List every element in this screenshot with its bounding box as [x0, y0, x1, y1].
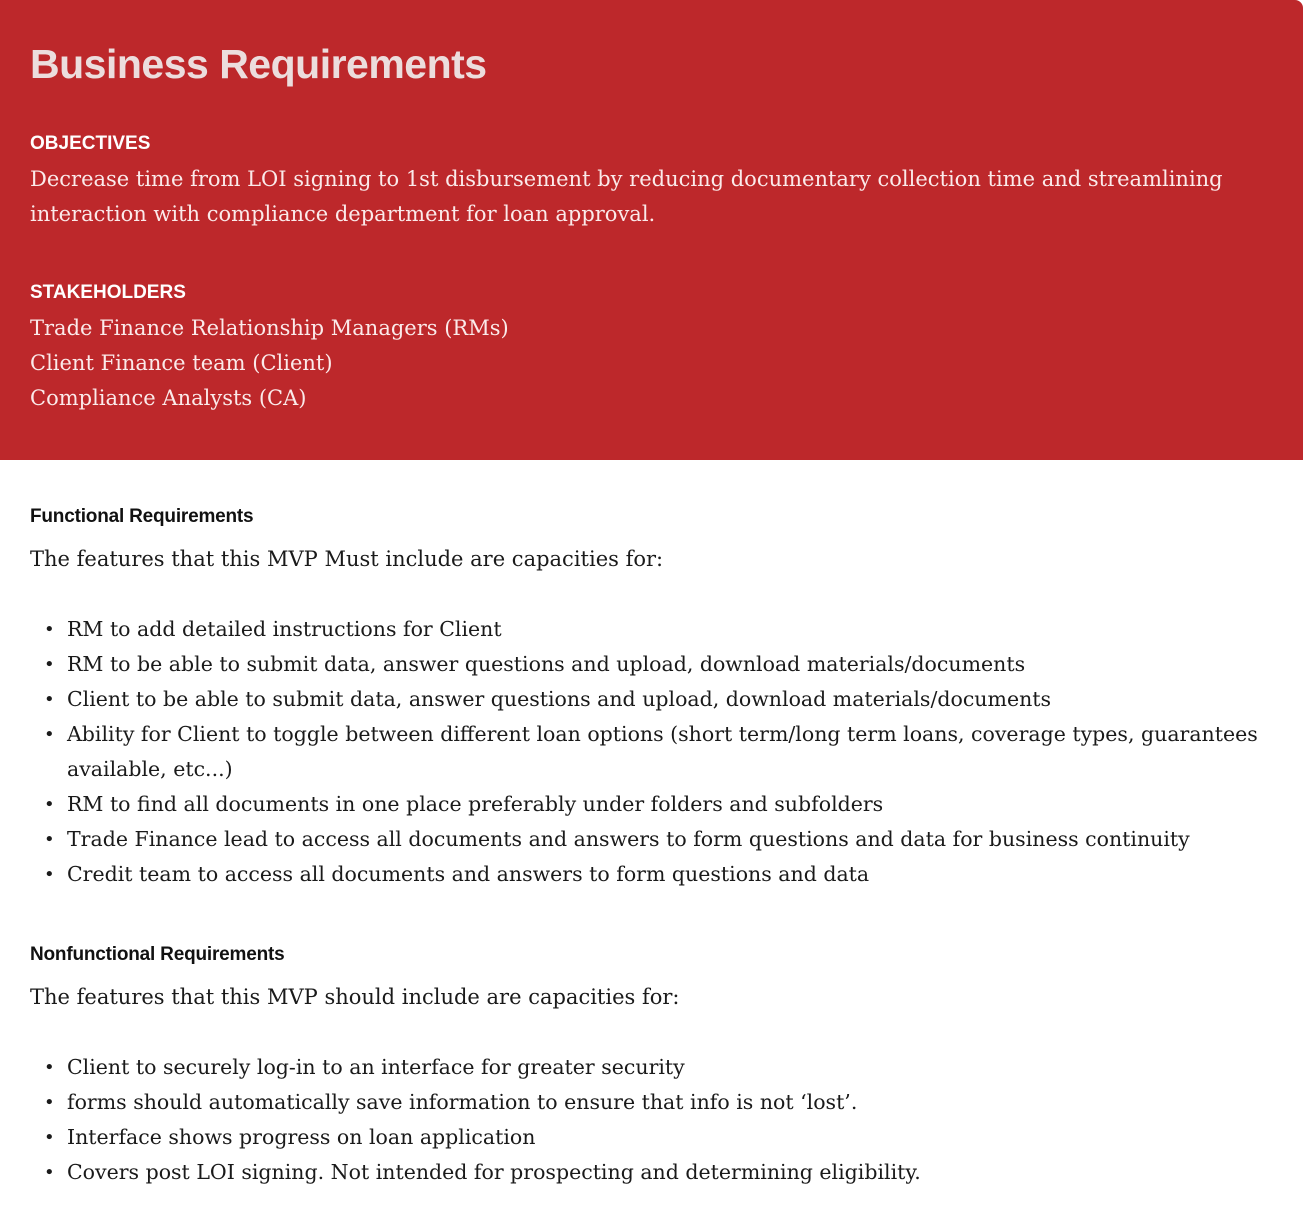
nonfunctional-requirements-list	[30, 1050, 1270, 1190]
nonfunctional-requirements-intro: The features that this MVP should include are capacities for:	[30, 985, 680, 1009]
list-item: • Covers post LOI signing. Not intended for prospecting and determining eligibility.	[30, 1155, 1270, 1190]
stakeholder-item: Client Finance team (Client)	[30, 351, 333, 375]
business-requirements-banner	[0, 0, 1303, 460]
list-item: • RM to add detailed instructions for Client	[30, 612, 1270, 647]
nonfunctional-requirements-section	[30, 938, 1270, 1190]
objectives-text: Decrease time from LOI signing to 1st disbursement by reducing documentary collection time and streamlining interaction with compliance department for loan approval.	[30, 167, 1223, 226]
list-item: • forms should automatically save information to ensure that info is not ‘lost’.	[30, 1085, 1270, 1120]
list-item: • Ability for Client to toggle between different loan options (short term/long term loans, coverage types, guarantees available, etc...)	[30, 717, 1270, 787]
functional-requirements-heading: Functional Requirements	[30, 506, 254, 527]
functional-requirements-intro: The features that this MVP Must include are capacities for:	[30, 547, 664, 571]
functional-requirements-list	[30, 612, 1270, 892]
list-item: • Client to be able to submit data, answer questions and upload, download materials/documents	[30, 682, 1270, 717]
stakeholders-heading: STAKEHOLDERS	[30, 282, 186, 303]
list-item: • RM to be able to submit data, answer questions and upload, download materials/documents	[30, 647, 1270, 682]
requirements-content	[30, 500, 1270, 1190]
list-item: • Interface shows progress on loan application	[30, 1120, 1270, 1155]
stakeholders-list	[30, 311, 1273, 416]
functional-requirements-section	[30, 500, 1270, 892]
list-item: • RM to find all documents in one place preferably under folders and subfolders	[30, 787, 1270, 822]
list-item: • Client to securely log-in to an interface for greater security	[30, 1050, 1270, 1085]
nonfunctional-requirements-heading: Nonfunctional Requirements	[30, 944, 285, 965]
stakeholder-item: Compliance Analysts (CA)	[30, 386, 307, 410]
list-item: • Trade Finance lead to access all documents and answers to form questions and data for business continuity	[30, 822, 1270, 857]
page-title: Business Requirements	[30, 41, 487, 87]
stakeholder-item: Trade Finance Relationship Managers (RMs)	[30, 316, 509, 340]
objectives-heading: OBJECTIVES	[30, 133, 151, 154]
list-item: • Credit team to access all documents and answers to form questions and data	[30, 857, 1270, 892]
